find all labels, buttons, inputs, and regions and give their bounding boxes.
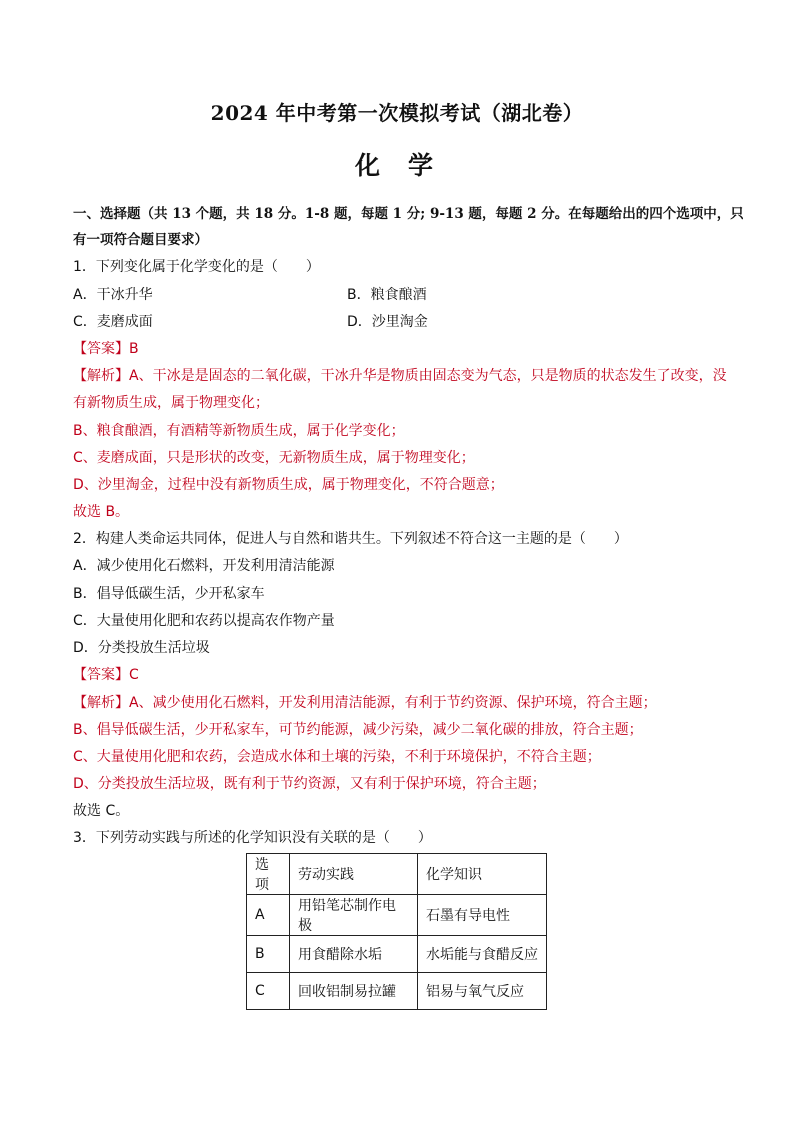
q2-option-a: A．减少使用化石燃料，开发利用清洁能源: [73, 558, 335, 574]
q3-stem: 3．下列劳动实践与所述的化学知识没有关联的是（ ）: [73, 830, 432, 846]
table-cell: 用食醋除水垢: [290, 936, 418, 973]
q2-analysis-a: [73, 692, 657, 712]
table-cell: 铝易与氧气反应: [418, 973, 547, 1010]
answer-value: C: [129, 667, 139, 683]
q2-analysis-c: C、大量使用化肥和农药，会造成水体和土壤的污染，不利于环境保护，不符合主题；: [73, 749, 601, 765]
analysis-text: A、减少使用化石燃料，开发利用清洁能源，有利于节约资源、保护环境，符合主题；: [129, 695, 657, 711]
q1-option-a: A．干冰升华: [73, 287, 153, 303]
table-cell: 石墨有导电性: [418, 895, 547, 936]
table-header-row: [247, 854, 547, 895]
answer-value: B: [129, 341, 139, 357]
table-cell: A: [247, 895, 290, 936]
table-cell: 回收铝制易拉罐: [290, 973, 418, 1010]
table-row: [247, 895, 547, 936]
q1-answer: [73, 338, 139, 358]
q2-option-c: C．大量使用化肥和农药以提高农作物产量: [73, 613, 335, 629]
q1-analysis-d: D、沙里淘金，过程中没有新物质生成，属于物理变化，不符合题意；: [73, 477, 504, 493]
q2-conclusion: 故选 C。: [73, 803, 130, 819]
q2-option-b: B．倡导低碳生活，少开私家车: [73, 586, 265, 602]
q1-analysis-c: C、麦磨成面，只是形状的改变，无新物质生成，属于物理变化；: [73, 450, 475, 466]
q1-analysis-line2: 有新物质生成，属于物理变化；: [73, 395, 269, 411]
q1-stem: 1．下列变化属于化学变化的是（ ）: [73, 259, 320, 275]
section-heading: 一、选择题（共 13 个题，共 18 分。1-8 题，每题 1 分; 9-13 题，每题 2 分。在每题给出的四个选项中，只: [73, 206, 744, 222]
analysis-tag: 【解析】: [73, 695, 129, 711]
table-cell: C: [247, 973, 290, 1010]
q1-analysis-line1: [73, 365, 727, 385]
answer-tag: 【答案】: [73, 667, 129, 683]
q1-analysis-b: B、粮食酿酒，有酒精等新物质生成，属于化学变化；: [73, 423, 405, 439]
table-header-cell: 劳动实践: [290, 854, 418, 895]
q2-stem: 2．构建人类命运共同体，促进人与自然和谐共生。下列叙述不符合这一主题的是（ ）: [73, 531, 628, 547]
table-header-cell: 化学知识: [418, 854, 547, 895]
table-row: [247, 973, 547, 1010]
analysis-tag: 【解析】: [73, 368, 129, 384]
table-cell: 水垢能与食醋反应: [418, 936, 547, 973]
subject-title: 化学: [354, 151, 461, 180]
section-heading-cont: 有一项符合题目要求）: [73, 232, 208, 248]
q3-table: [246, 853, 547, 1010]
page-title: 2024 年中考第一次模拟考试（湖北卷）: [210, 101, 584, 125]
table-cell: B: [247, 936, 290, 973]
q2-answer: [73, 664, 139, 684]
q1-conclusion: 故选 B。: [73, 504, 130, 520]
q1-option-d: D．沙里淘金: [347, 314, 428, 330]
q2-option-d: D．分类投放生活垃圾: [73, 640, 210, 656]
analysis-text: A、干冰是是固态的二氧化碳，干冰升华是物质由固态变为气态，只是物质的状态发生了改变，没: [129, 368, 727, 384]
answer-tag: 【答案】: [73, 341, 129, 357]
table-cell: 用铅笔芯制作电极: [290, 895, 418, 936]
table-row: [247, 936, 547, 973]
q2-analysis-b: B、倡导低碳生活，少开私家车，可节约能源，减少污染，减少二氧化碳的排放，符合主题；: [73, 722, 643, 738]
q1-option-b: B．粮食酿酒: [347, 287, 427, 303]
q1-option-c: C．麦磨成面: [73, 314, 153, 330]
table-header-cell: 选项: [247, 854, 290, 895]
q2-analysis-d: D、分类投放生活垃圾，既有利于节约资源，又有利于保护环境，符合主题；: [73, 776, 546, 792]
